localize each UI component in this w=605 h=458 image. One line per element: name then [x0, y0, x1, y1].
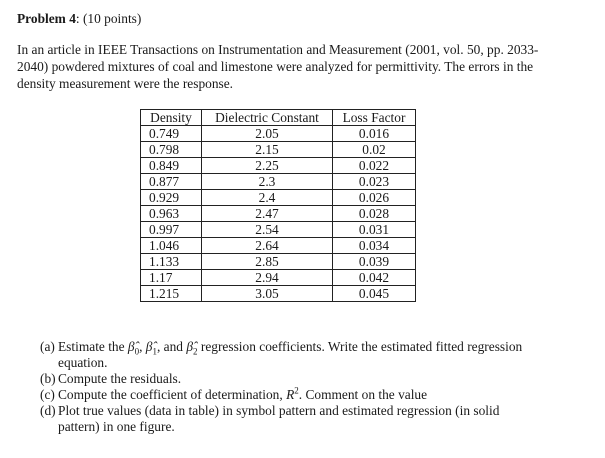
cell-density: 0.749 — [141, 126, 202, 142]
cell-loss-factor: 0.023 — [333, 174, 416, 190]
cell-density: 0.849 — [141, 158, 202, 174]
cell-dielectric-constant: 2.64 — [202, 238, 333, 254]
cell-dielectric-constant: 2.94 — [202, 270, 333, 286]
cell-loss-factor: 0.034 — [333, 238, 416, 254]
r-symbol: R — [286, 387, 295, 402]
cell-dielectric-constant: 2.47 — [202, 206, 333, 222]
r-superscript: 2 — [294, 385, 299, 396]
question-d-line-1: Plot true values (data in table) in symbol pattern and estimated regression (in solid — [58, 403, 500, 418]
question-a-post: regression coefficients. Write the estimated fitted regression — [197, 339, 523, 354]
problem-intro — [17, 41, 585, 92]
cell-density: 0.877 — [141, 174, 202, 190]
cell-loss-factor: 0.028 — [333, 206, 416, 222]
cell-dielectric-constant: 3.05 — [202, 286, 333, 302]
beta-1-subscript: 1 — [152, 346, 157, 357]
cell-density: 0.997 — [141, 222, 202, 238]
question-b-text: Compute the residuals. — [58, 371, 182, 386]
beta-2-symbol: β̂ — [186, 339, 194, 354]
cell-density: 0.798 — [141, 142, 202, 158]
cell-loss-factor: 0.045 — [333, 286, 416, 302]
beta-1-symbol: β̂ — [145, 339, 153, 354]
cell-dielectric-constant: 2.05 — [202, 126, 333, 142]
cell-dielectric-constant: 2.4 — [202, 190, 333, 206]
cell-loss-factor: 0.031 — [333, 222, 416, 238]
question-c-post: . Comment on the value — [298, 387, 428, 402]
question-a-pre: Estimate the — [58, 339, 128, 354]
table-row — [141, 190, 416, 206]
question-list — [40, 339, 585, 435]
question-b — [40, 371, 585, 387]
cell-dielectric-constant: 2.3 — [202, 174, 333, 190]
table-row — [141, 142, 416, 158]
problem-number: Problem 4 — [17, 11, 76, 26]
header-dielectric-constant: Dielectric Constant — [202, 110, 333, 126]
cell-density: 1.133 — [141, 254, 202, 270]
table-row — [141, 286, 416, 302]
cell-loss-factor: 0.039 — [333, 254, 416, 270]
question-c-label: (c) — [40, 387, 55, 402]
question-a-text — [58, 339, 585, 371]
cell-loss-factor: 0.042 — [333, 270, 416, 286]
question-a-continuation: equation. — [58, 355, 108, 370]
cell-density: 1.046 — [141, 238, 202, 254]
header-loss-factor: Loss Factor — [333, 110, 416, 126]
question-d-label: (d) — [40, 403, 56, 418]
question-c — [40, 387, 585, 403]
intro-line-3: density measurement were the response. — [17, 76, 234, 91]
cell-dielectric-constant: 2.85 — [202, 254, 333, 270]
cell-loss-factor: 0.02 — [333, 142, 416, 158]
cell-density: 0.963 — [141, 206, 202, 222]
question-a — [40, 339, 585, 371]
cell-dielectric-constant: 2.15 — [202, 142, 333, 158]
question-a-label: (a) — [40, 339, 55, 354]
table-row — [141, 126, 416, 142]
table-row — [141, 254, 416, 270]
table-row — [141, 270, 416, 286]
question-d-line-2: pattern) in one figure. — [58, 419, 175, 434]
problem-heading — [17, 10, 141, 27]
table-row — [141, 222, 416, 238]
header-density: Density — [141, 110, 202, 126]
beta-0-subscript: 0 — [134, 346, 140, 357]
table-row — [141, 174, 416, 190]
beta-2-subscript: 2 — [193, 346, 198, 357]
question-d — [40, 403, 585, 435]
question-c-pre: Compute the coefficient of determination, — [58, 387, 287, 402]
table-header-row — [141, 110, 416, 126]
problem-points: : (10 points) — [75, 11, 142, 26]
cell-density: 1.215 — [141, 286, 202, 302]
intro-line-2: 2040) powdered mixtures of coal and limestone were analyzed for permittivity. The errors in the — [17, 59, 534, 74]
cell-dielectric-constant: 2.54 — [202, 222, 333, 238]
table-row — [141, 206, 416, 222]
question-c-text — [58, 387, 585, 403]
beta-0-symbol: β̂ — [127, 339, 135, 354]
cell-loss-factor: 0.026 — [333, 190, 416, 206]
question-a-sep-2: , and — [156, 339, 187, 354]
table-row — [141, 158, 416, 174]
cell-loss-factor: 0.016 — [333, 126, 416, 142]
table-row — [141, 238, 416, 254]
cell-loss-factor: 0.022 — [333, 158, 416, 174]
cell-density: 0.929 — [141, 190, 202, 206]
cell-dielectric-constant: 2.25 — [202, 158, 333, 174]
question-d-text — [58, 403, 585, 435]
cell-density: 1.17 — [141, 270, 202, 286]
question-b-label: (b) — [40, 371, 56, 386]
data-table — [140, 109, 416, 302]
question-a-sep-1: , — [139, 339, 146, 354]
table-body — [141, 126, 416, 302]
intro-line-1: In an article in IEEE Transactions on Instrumentation and Measurement (2001, vol. 50, pp. 2033- — [17, 42, 539, 57]
